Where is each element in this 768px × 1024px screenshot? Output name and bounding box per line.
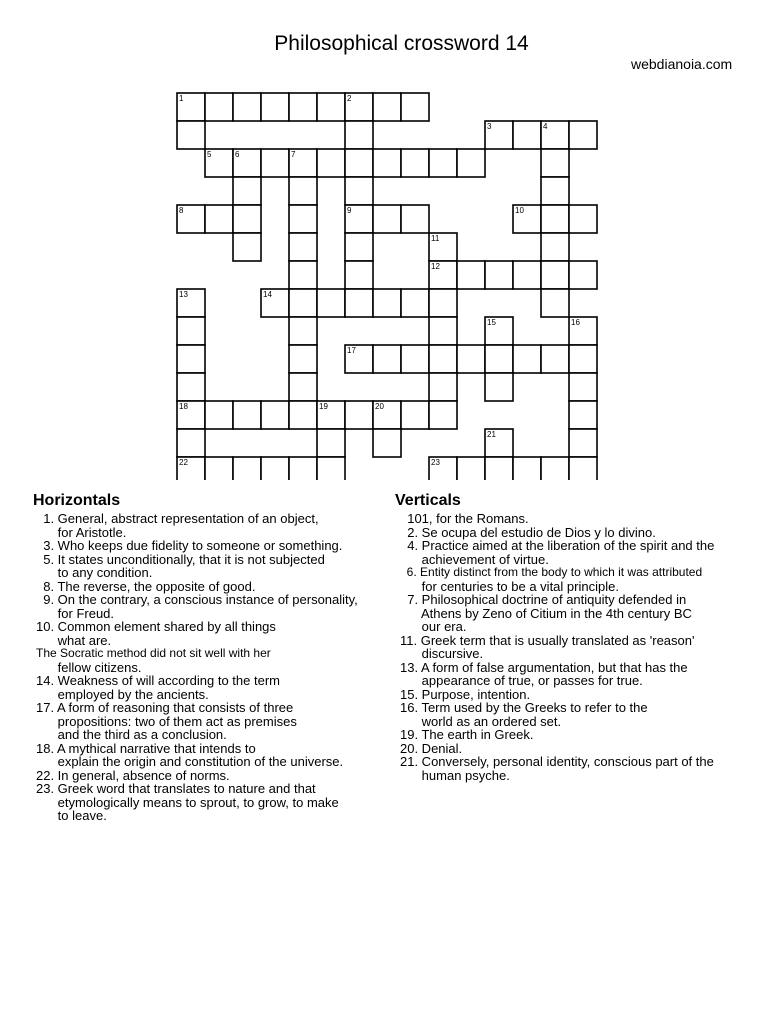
cell-number: 12 [431,262,440,271]
clue-item [400,593,714,634]
clue-item [36,620,358,647]
cell-number: 11 [431,234,440,243]
grid-cell[interactable] [233,205,261,233]
cell-number: 19 [319,402,328,411]
grid-cell[interactable] [177,121,205,149]
cell-number: 23 [431,458,440,467]
clue-line: 6. Entity distinct from the body to which it was attributed [400,565,703,579]
clue-line: and the third as a conclusion. [36,727,227,742]
grid-cell[interactable] [373,345,401,373]
clue-item [36,512,358,539]
clue-line: 16. Term used by the Greeks to refer to the [400,700,648,715]
clue-item [400,580,714,594]
grid-cell[interactable] [569,401,597,429]
grid-cell[interactable] [233,233,261,261]
clue-item [400,661,714,688]
clue-line: 15. Purpose, intention. [400,686,531,702]
grid-cell[interactable] [233,177,261,205]
grid-cell[interactable] [401,345,429,373]
clue-line: 101, for the Romans. [400,511,529,526]
grid-cell[interactable] [177,373,205,401]
cell-number: 6 [235,150,240,159]
cell-number: 3 [487,122,492,131]
grid-cell[interactable] [513,121,541,149]
grid-cell[interactable] [541,457,569,480]
clue-line: for Freud. [36,605,115,621]
grid-cell[interactable] [289,317,317,345]
clue-line: appearance of true, or passes for true. [400,673,643,688]
cell-number: 9 [347,206,352,215]
clue-line: 11. Greek term that is usually translated as 'reason' [400,632,695,648]
clue-line: employed by the ancients. [36,686,209,702]
clue-line: 17. A form of reasoning that consists of three [36,700,294,715]
clue-line: 1. General, abstract representation of an object, [36,511,319,526]
clue-item [400,728,714,742]
grid-cell[interactable] [429,345,457,373]
grid-cell[interactable] [345,261,373,289]
grid-cell[interactable] [513,457,541,480]
grid-cell[interactable] [373,429,401,457]
grid-cell[interactable] [317,457,345,480]
clue-line: to any condition. [36,565,153,580]
grid-cell[interactable] [569,429,597,457]
grid-cell[interactable] [205,401,233,429]
clue-line: 2. Se ocupa del estudio de Dios y lo divino. [400,524,656,540]
grid-cell[interactable] [205,457,233,480]
grid-cell[interactable] [177,317,205,345]
clue-item [400,526,714,540]
clue-line: 7. Philosophical doctrine of antiquity defended in [400,592,687,607]
grid-cell[interactable] [345,289,373,317]
clue-line: Athens by Zeno of Citium in the 4th century BC [400,605,692,621]
clue-item [36,580,358,594]
clue-item [400,701,714,728]
cell-number: 14 [263,290,272,299]
clue-item [400,688,714,702]
cell-number: 17 [347,346,356,355]
clue-item [36,782,358,823]
clue-line: 21. Conversely, personal identity, conscious part of the [400,754,714,769]
grid-cell[interactable] [541,233,569,261]
grid-cell[interactable] [289,401,317,429]
cell-number: 20 [375,402,384,411]
cell-number: 22 [179,458,188,467]
grid-cell[interactable] [233,401,261,429]
grid-cell[interactable] [429,149,457,177]
clue-line: 14. Weakness of will according to the term [36,673,280,688]
grid-cell[interactable] [289,345,317,373]
clue-line: 8. The reverse, the opposite of good. [36,578,256,594]
grid-cell[interactable] [541,149,569,177]
clue-line: 22. In general, absence of norms. [36,767,230,783]
clue-line: 13. A form of false argumentation, but that has the [400,659,688,675]
cell-number: 5 [207,150,212,159]
clue-item [36,647,358,661]
clue-item [400,539,714,566]
clue-line: explain the origin and constitution of the universe. [36,754,344,769]
grid-cell[interactable] [485,373,513,401]
clue-item [36,674,358,701]
clue-line: fellow citizens. [36,659,142,675]
grid-cell[interactable] [345,121,373,149]
grid-cell[interactable] [569,121,597,149]
grid-cell[interactable] [401,401,429,429]
grid-cell[interactable] [345,233,373,261]
grid-cell[interactable] [569,261,597,289]
grid-cell[interactable] [457,457,485,480]
grid-cell[interactable] [289,261,317,289]
grid-cell[interactable] [261,149,289,177]
clue-line: our era. [400,619,467,634]
grid-cell[interactable] [345,177,373,205]
grid-cell[interactable] [289,373,317,401]
clue-item [400,566,714,580]
grid-cell[interactable] [373,289,401,317]
grid-cell[interactable] [401,149,429,177]
clue-item [36,769,358,783]
grid-cell[interactable] [541,177,569,205]
cell-number: 7 [291,150,296,159]
cell-number: 10 [515,206,524,215]
clue-item [400,755,714,782]
clue-line: for centuries to be a vital principle. [400,578,619,594]
clue-item [400,742,714,756]
clue-line: propositions: two of them act as premises [36,713,297,729]
clue-item [36,539,358,553]
grid-cell[interactable] [401,289,429,317]
grid-cell[interactable] [317,429,345,457]
cell-number: 21 [487,430,496,439]
clue-item [400,634,714,661]
grid-cell[interactable] [569,457,597,480]
grid-cell[interactable] [513,345,541,373]
grid-cell[interactable] [205,205,233,233]
grid-cell[interactable] [569,345,597,373]
grid-cell[interactable] [373,93,401,121]
cell-number: 8 [179,206,184,215]
grid-cell[interactable] [289,289,317,317]
clue-line: etymologically means to sprout, to grow, to make [36,794,339,810]
grid-cell[interactable] [401,205,429,233]
grid-cell[interactable] [541,345,569,373]
cell-number: 18 [179,402,188,411]
clue-line: 19. The earth in Greek. [400,727,534,742]
grid-cell[interactable] [429,373,457,401]
clue-line: 10. Common element shared by all things [36,619,276,634]
grid-cell[interactable] [345,149,373,177]
clue-line: The Socratic method did not sit well with her [36,646,271,660]
cell-number: 1 [179,94,184,103]
clue-line: 20. Denial. [400,740,463,756]
clue-line: human psyche. [400,767,510,783]
grid-cell[interactable] [233,457,261,480]
clue-item [36,742,358,769]
grid-cell[interactable] [289,233,317,261]
grid-cell[interactable] [457,149,485,177]
clue-item [36,553,358,580]
crossword-grid [0,0,768,480]
grid-cell[interactable] [261,401,289,429]
grid-cell[interactable] [569,373,597,401]
cell-number: 13 [179,290,188,299]
clue-line: what are. [36,632,112,648]
clue-line: 3. Who keeps due fidelity to someone or something. [36,538,343,553]
grid-cell[interactable] [289,93,317,121]
grid-cell[interactable] [541,289,569,317]
clue-line: 5. It states unconditionally, that it is not subjected [36,551,325,567]
clue-line: for Aristotle. [36,524,127,540]
grid-cell[interactable] [261,457,289,480]
grid-cell[interactable] [289,205,317,233]
grid-cell[interactable] [457,345,485,373]
verticals-clue-list [400,512,714,782]
grid-cell[interactable] [541,205,569,233]
clue-line: 23. Greek word that translates to nature and that [36,781,316,796]
grid-cell[interactable] [485,261,513,289]
clue-item [400,512,714,526]
clue-item [36,701,358,742]
clue-line: achievement of virtue. [400,551,549,567]
grid-cell[interactable] [289,457,317,480]
grid-cell[interactable] [429,401,457,429]
grid-cell[interactable] [205,93,233,121]
page-title: Philosophical crossword 14 [274,32,529,55]
grid-cell[interactable] [429,289,457,317]
grid-cell[interactable] [429,317,457,345]
clue-item [36,661,358,675]
clue-line: 18. A mythical narrative that intends to [36,740,256,756]
grid-cell[interactable] [261,93,289,121]
clue-line: world as an ordered set. [400,713,562,729]
grid-cell[interactable] [177,345,205,373]
horizontals-heading: Horizontals [33,492,121,509]
grid-cell[interactable] [233,93,261,121]
grid-cell[interactable] [485,457,513,480]
grid-cell[interactable] [177,429,205,457]
grid-cell[interactable] [317,289,345,317]
clue-line: 9. On the contrary, a conscious instance of personality, [36,592,358,607]
grid-cell[interactable] [485,345,513,373]
cell-number: 15 [487,318,496,327]
grid-cell[interactable] [541,261,569,289]
clue-line: to leave. [36,808,107,823]
horizontals-clue-list [36,512,358,823]
grid-cell[interactable] [569,205,597,233]
grid-cell[interactable] [345,401,373,429]
cell-number: 16 [571,318,580,327]
cell-number: 2 [347,94,352,103]
grid-cell[interactable] [373,149,401,177]
cell-number: 4 [543,122,548,131]
grid-cell[interactable] [317,93,345,121]
clue-line: discursive. [400,646,484,661]
grid-cell[interactable] [401,93,429,121]
grid-cell[interactable] [289,177,317,205]
grid-cell[interactable] [373,205,401,233]
site-name: webdianoia.com [631,56,733,72]
clue-item [36,593,358,620]
grid-cell[interactable] [457,261,485,289]
grid-cell[interactable] [513,261,541,289]
grid-cell[interactable] [317,149,345,177]
clue-line: 4. Practice aimed at the liberation of the spirit and the [400,538,715,553]
verticals-heading: Verticals [395,492,461,509]
